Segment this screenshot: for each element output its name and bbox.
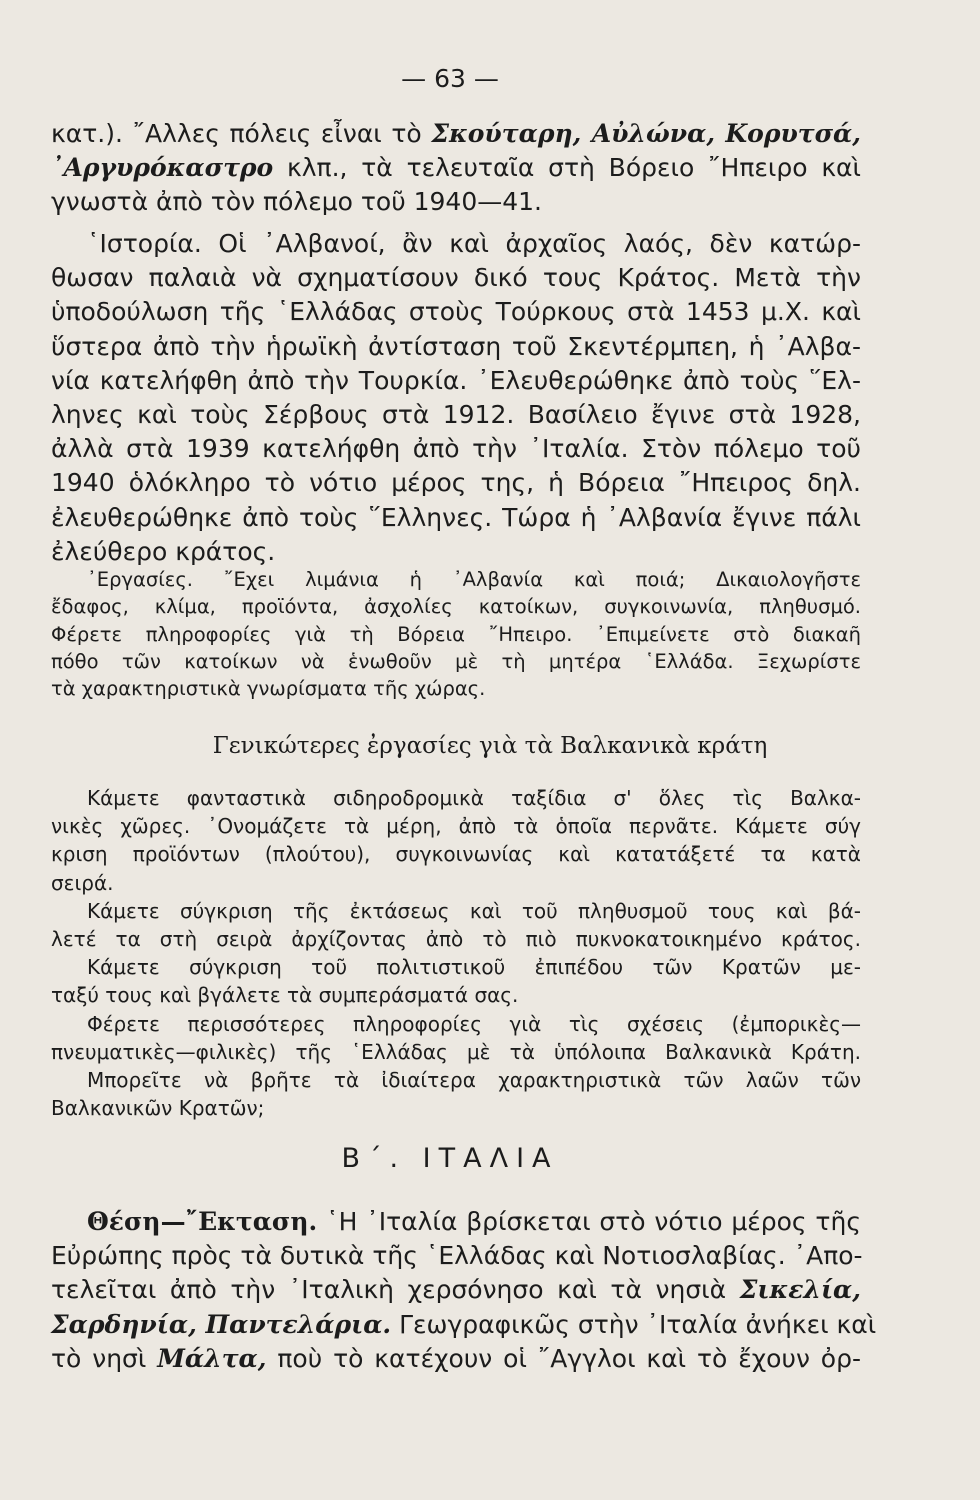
text-line: Κάμετε σύγκριση τῆς ἐκτάσεως καὶ τοῦ πληθυσμοῦ τους καὶ βά- bbox=[87, 898, 861, 923]
text-line: Σαρδηνία, Παντελάρια. Γεωγραφικῶς στὴν ᾿Ιταλία ἀνήκει καὶ bbox=[51, 1309, 877, 1339]
paragraph-balkan-exercises bbox=[51, 784, 861, 1122]
text-line: Κάμετε σύγκριση τοῦ πολιτιστικοῦ ἐπιπέδου τῶν Κρατῶν με- bbox=[87, 955, 861, 980]
text-line: ἔδαφος, κλίμα, προϊόντα, ἀσχολίες κατοίκων, συγκοινωνία, πληθυσμό. bbox=[51, 595, 861, 619]
text-line: Εὐρώπης πρὸς τὰ δυτικὰ τῆς ῾Ελλάδας καὶ Νοτιοσλαβίας. ᾿Απο- bbox=[51, 1241, 863, 1271]
text-line: θωσαν παλαιὰ νὰ σχηματίσουν δικό τους Κράτος. Μετὰ τὴν bbox=[51, 263, 861, 293]
text-line: τὸ νησὶ Μάλτα, ποὺ τὸ κατέχουν οἱ ῎Αγγλοι καὶ τὸ ἔχουν ὀρ- bbox=[51, 1343, 861, 1373]
section-heading-balkan: Γενικώτερες ἐργασίες γιὰ τὰ Βαλκανικὰ κράτη bbox=[212, 733, 768, 759]
text-line: Θέση—῎Εκταση. ῾Η ᾿Ιταλία βρίσκεται στὸ νότιο μέρος τῆς bbox=[87, 1207, 861, 1236]
text-line: τελεῖται ἀπὸ τὴν ᾿Ιταλικὴ χερσόνησο καὶ τὰ νησιὰ Σικελία, bbox=[51, 1275, 861, 1305]
text-line: ἐλεύθερο κράτος. bbox=[51, 536, 276, 566]
text-line: σειρά. bbox=[51, 870, 114, 895]
text-line: Κάμετε φανταστικὰ σιδηροδρομικὰ ταξίδια σ' ὅλες τὶς Βαλκα- bbox=[87, 786, 861, 810]
text-line: τὰ χαρακτηριστικὰ γνωρίσματα τῆς χώρας. bbox=[51, 677, 486, 701]
text-line: ταξύ τους καὶ βγάλετε τὰ συμπεράσματά σας. bbox=[51, 983, 519, 1008]
text-line: Φέρετε πληροφορίες γιὰ τὴ Βόρεια ῎Ηπειρο. ᾿Επιμείνετε στὸ διακαῆ bbox=[51, 622, 861, 646]
text-line: Φέρετε περισσότερες πληροφορίες γιὰ τὶς σχέσεις (ἐμπορικὲς— bbox=[87, 1011, 861, 1036]
text-line: ᾿Αργυρόκαστρο κλπ., τὰ τελευταῖα στὴ Βόρειο ῎Ηπειρο καὶ bbox=[51, 153, 861, 183]
text-line: ληνες καὶ τοὺς Σέρβους στὰ 1912. Βασίλειο ἔγινε στὰ 1928, bbox=[51, 399, 861, 429]
text-line: ἀλλὰ στὰ 1939 κατελήφθη ἀπὸ τὴν ᾿Ιταλία. Στὸν πόλεμο τοῦ bbox=[51, 434, 861, 464]
paragraph-cities bbox=[51, 117, 861, 220]
paragraph-italy-location bbox=[51, 1205, 877, 1376]
paragraph-exercises bbox=[51, 566, 861, 702]
text-line: νία κατελήφθη ἀπὸ τὴν Τουρκία. ᾿Ελευθερώθηκε ἀπὸ τοὺς ῞Ελ- bbox=[51, 365, 861, 395]
text-line: πνευματικὲς—φιλικὲς) τῆς ῾Ελλάδας μὲ τὰ ὑπόλοιπα Βαλκανικὰ Κράτη. bbox=[51, 1039, 861, 1064]
text-line: νικὲς χῶρες. ᾿Ονομάζετε τὰ μέρη, ἀπὸ τὰ ὁποῖα περνᾶτε. Κάμετε σύγ bbox=[51, 814, 861, 839]
text-line: λετέ τα στὴ σειρὰ ἀρχίζοντας ἀπὸ τὸ πιὸ πυκνοκατοικημένο κράτος. bbox=[51, 926, 861, 951]
text-line: ἐλευθερώθηκε ἀπὸ τοὺς ῞Ελληνες. Τώρα ἡ ᾿Αλβανία ἔγινε πάλι bbox=[51, 502, 861, 532]
paragraph-history bbox=[51, 227, 861, 569]
text-line: γνωστὰ ἀπὸ τὸν πόλεμο τοῦ 1940—41. bbox=[51, 187, 542, 217]
chapter-title-italy: Β΄. ΙΤΑΛΙΑ bbox=[341, 1143, 559, 1174]
text-line: Βαλκανικῶν Κρατῶν; bbox=[51, 1096, 265, 1121]
text-line: ὑποδούλωση τῆς ῾Ελλάδας στοὺς Τούρκους στὰ 1453 μ.Χ. καὶ bbox=[51, 297, 861, 327]
text-line: πόθο τῶν κατοίκων νὰ ἑνωθοῦν μὲ τὴ μητέρα ῾Ελλάδα. Ξεχωρίστε bbox=[51, 649, 861, 673]
text-line: ᾿Εργασίες. ῎Εχει λιμάνια ἡ ᾿Αλβανία καὶ ποιά; Δικαιολογῆστε bbox=[87, 568, 861, 591]
text-line: κατ.). ῎Αλλες πόλεις εἶναι τὸ Σκούταρη, Αὐλώνα, Κορυτσά, bbox=[51, 119, 861, 148]
text-line: κριση προϊόντων (πλούτου), συγκοινωνίας καὶ κατατάξετέ τα κατὰ bbox=[51, 842, 861, 867]
text-line: 1940 ὁλόκληρο τὸ νότιο μέρος της, ἡ Βόρεια ῎Ηπειρος δηλ. bbox=[51, 468, 861, 498]
text-line: ὕστερα ἀπὸ τὴν ἡρωϊκὴ ἀντίσταση τοῦ Σκεντέρμπεη, ἡ ᾿Αλβα- bbox=[51, 331, 861, 361]
text-line: ῾Ιστορία. Οἱ ᾿Αλβανοί, ἂν καὶ ἀρχαῖος λαός, δὲν κατώρ- bbox=[87, 229, 861, 258]
subheading-location: Θέση—῎Εκταση. bbox=[87, 1207, 318, 1236]
text-line: Μπορεῖτε νὰ βρῆτε τὰ ἰδιαίτερα χαρακτηριστικὰ τῶν λαῶν τῶν bbox=[87, 1067, 861, 1092]
page-number: — 63 — bbox=[401, 64, 499, 93]
